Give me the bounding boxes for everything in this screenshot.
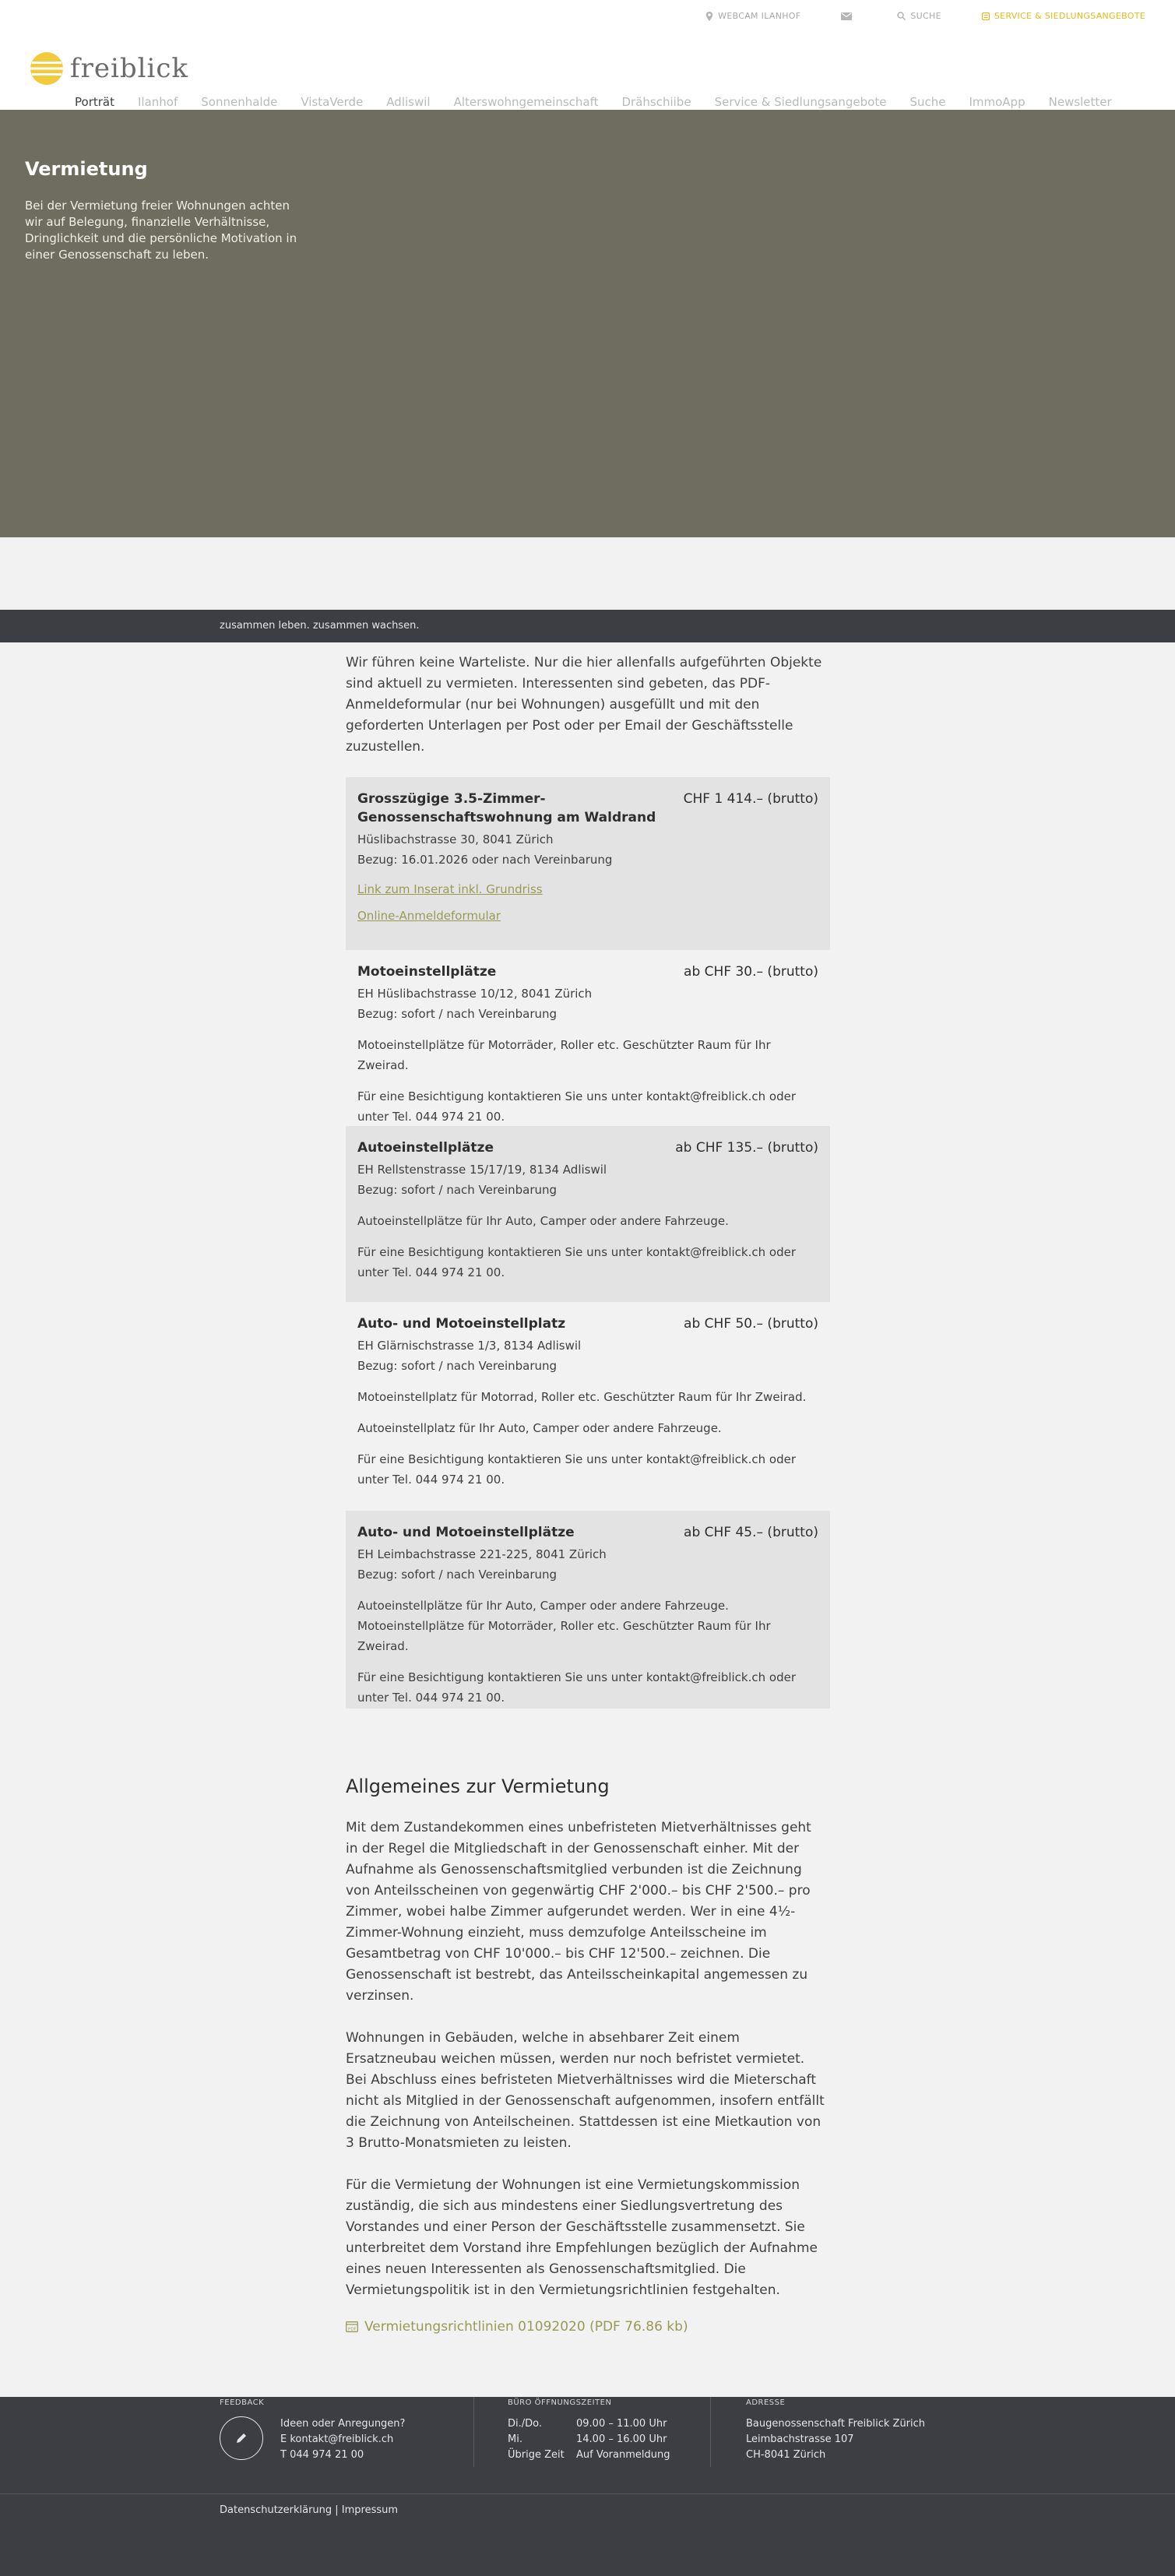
listing-description: Autoeinstellplätze für Ihr Auto, Camper oder andere Fahrzeuge.: [357, 1214, 729, 1228]
listing-bezug: Bezug: sofort / nach Vereinbarung: [357, 1359, 558, 1373]
pencil-icon: [234, 2431, 248, 2445]
listing-title: Auto- und Motoeinstellplätze: [357, 1525, 575, 1540]
logo-mark-icon: [30, 51, 64, 86]
webcam-link[interactable]: [705, 11, 800, 21]
footer-address: [746, 2397, 925, 2463]
listing-item: [346, 1126, 830, 1302]
page-title: Vermietung: [25, 158, 148, 180]
footer-address-heading: ADRESSE: [746, 2398, 786, 2407]
topbar: [665, 11, 1145, 21]
nav-item-alterswohngemeinschaft[interactable]: Alterswohngemeinschaft: [453, 95, 599, 109]
site-header: [0, 0, 1175, 110]
tagline-bar: [0, 610, 1175, 642]
feedback-button[interactable]: [220, 2416, 263, 2460]
webcam-label: WEBCAM ILANHOF: [718, 11, 801, 21]
footer-divider: [473, 2397, 474, 2467]
listing-bezug: Bezug: 16.01.2026 oder nach Vereinbarung: [357, 853, 613, 867]
listing-item: [346, 1511, 830, 1709]
logo-text: freiblick: [70, 53, 188, 84]
listing-contact: Für eine Besichtigung kontaktieren Sie uns unter kontakt@freiblick.ch oder unter Tel. 044 974 21 00.: [357, 1670, 796, 1705]
general-paragraph: Für die Vermietung der Wohnungen ist eine Vermietungskommission zuständig, die sich aus mindestens einer Siedlungsvertretung des Vorstandes und einer Person der Geschäftsstelle zusammensetzt. Sie unterbreitet dem Vorstand ihre Empfehlungen bezüglich der Aufnahme eines neuen Interessenten als Genossenschaftsmitglied. Die Vermietungspolitik ist in den Vermietungsrichtlinien festgehalten.: [346, 2177, 818, 2298]
tagline: zusammen leben. zusammen wachsen.: [220, 620, 420, 632]
footer-legal-links[interactable]: Datenschutzerklärung | Impressum: [220, 2504, 399, 2516]
listing-price: ab CHF 135.– (brutto): [675, 1140, 818, 1156]
hero-text: Bei der Vermietung freier Wohnungen achten wir auf Belegung, finanzielle Verhältnisse, Dringlichkeit und die persönliche Motivation in einer Genossenschaft zu leben.: [25, 199, 297, 262]
listing-price: ab CHF 45.– (brutto): [684, 1525, 818, 1540]
nav-item-adliswil[interactable]: Adliswil: [386, 95, 431, 109]
nav-item-sonnenhalde[interactable]: Sonnenhalde: [201, 95, 278, 109]
service-icon: [982, 12, 990, 20]
general-section: [346, 1775, 825, 2335]
pdf-download-link[interactable]: [346, 2319, 825, 2335]
nav-item-draehschiibe[interactable]: Drähschiibe: [621, 95, 691, 109]
listing-item: [346, 950, 830, 1126]
hours-row: Di./Do. 09.00 – 11.00 Uhr: [508, 2418, 667, 2430]
listing-description-2: Autoeinstellplatz für Ihr Auto, Camper oder andere Fahrzeuge.: [357, 1421, 722, 1435]
footer-divider: [710, 2397, 711, 2467]
listing-price: ab CHF 30.– (brutto): [684, 964, 818, 980]
listing-title: Grosszügige 3.5-Zimmer-Genossenschaftswohnung am Waldrand: [357, 791, 656, 825]
nav-item-newsletter[interactable]: Newsletter: [1048, 95, 1112, 109]
listing-address: Hüslibachstrasse 30, 8041 Zürich: [357, 832, 554, 846]
feedback-phone: T 044 974 21 00: [280, 2449, 364, 2461]
listing-title: Motoeinstellplätze: [357, 964, 497, 980]
site-footer: [0, 2397, 1175, 2576]
service-label: SERVICE & SIEDLUNGSANGEBOTE: [994, 11, 1145, 21]
listing-title: Autoeinstellplätze: [357, 1140, 494, 1156]
listing-bezug: Bezug: sofort / nach Vereinbarung: [357, 1183, 558, 1197]
listing-anmeldeformular-link[interactable]: Online-Anmeldeformular: [357, 909, 501, 923]
nav-item-service[interactable]: Service & Siedlungsangebote: [714, 95, 887, 109]
listing-description: Motoeinstellplatz für Motorrad, Roller etc. Geschützter Raum für Ihr Zweirad.: [357, 1390, 807, 1404]
listing-contact: Für eine Besichtigung kontaktieren Sie uns unter kontakt@freiblick.ch oder unter Tel. 044 974 21 00.: [357, 1452, 796, 1487]
listing-address: EH Glärnischstrasse 1/3, 8134 Adliswil: [357, 1339, 582, 1353]
hours-row: Mi. 14.00 – 16.00 Uhr: [508, 2433, 667, 2445]
hero: [0, 110, 1175, 537]
mail-link[interactable]: [841, 12, 857, 20]
mail-icon: [841, 12, 852, 20]
footer-hours: [508, 2397, 741, 2463]
nav-item-vistaverde[interactable]: VistaVerde: [301, 95, 364, 109]
general-paragraph: Wohnungen in Gebäuden, welche in absehbarer Zeit einem Ersatzneubau weichen müssen, werden nur noch befristet vermietet. Bei Abschluss eines befristeten Mietverhältnisses wird die Mieterschaft nicht als Mitglied in der Genossenschaft aufgenommen, insofern entfällt die Zeichnung von Anteilscheinen. Stattdessen ist eine Mietkaution von 3 Brutto-Monatsmieten zu leisten.: [346, 2030, 825, 2151]
listing-item: [346, 1302, 830, 1511]
listings: [346, 777, 830, 1709]
listing-contact: Für eine Besichtigung kontaktieren Sie uns unter kontakt@freiblick.ch oder unter Tel. 044 974 21 00.: [357, 1089, 796, 1124]
location-pin-icon: [705, 12, 713, 21]
search-icon: [897, 12, 906, 20]
footer-hours-heading: BÜRO ÖFFNUNGSZEITEN: [508, 2398, 612, 2407]
hours-row: Übrige Zeit Auf Voranmeldung: [508, 2449, 670, 2461]
listing-description: Autoeinstellplätze für Ihr Auto, Camper oder andere Fahrzeuge.: [357, 1599, 729, 1613]
listing-description-2: Motoeinstellplätze für Motorräder, Roller etc. Geschützter Raum für Ihr Zweirad.: [357, 1619, 771, 1653]
search-link[interactable]: [897, 11, 941, 21]
listing-bezug: Bezug: sofort / nach Vereinbarung: [357, 1007, 558, 1021]
intro-text: Wir führen keine Warteliste. Nur die hier allenfalls aufgeführten Objekte sind aktuell zu vermieten. Interessenten sind gebeten, das PDF-Anmeldeformular (nur bei Wohnungen) ausgefüllt und mit den geforderten Unterlagen per Post oder per Email der Geschäftsstelle zuzustellen.: [346, 655, 822, 755]
listing-address: EH Rellstenstrasse 15/17/19, 8134 Adliswil: [357, 1163, 607, 1177]
listing-price: ab CHF 50.– (brutto): [684, 1316, 818, 1332]
service-link[interactable]: [982, 11, 1145, 21]
general-title: Allgemeines zur Vermietung: [346, 1775, 610, 1797]
listing-item: [346, 777, 830, 950]
pdf-label: Vermietungsrichtlinien 01092020 (PDF 76.86 kb): [364, 2319, 688, 2335]
svg-text:PDF: PDF: [348, 2327, 357, 2332]
feedback-email-link[interactable]: E kontakt@freiblick.ch: [280, 2433, 394, 2445]
listing-address: EH Leimbachstrasse 221-225, 8041 Zürich: [357, 1547, 607, 1561]
footer-feedback: [220, 2397, 405, 2463]
listing-inserat-link[interactable]: Link zum Inserat inkl. Grundriss: [357, 882, 543, 896]
footer-feedback-heading: FEEDBACK: [220, 2398, 265, 2407]
listing-title: Auto- und Motoeinstellplatz: [357, 1316, 566, 1332]
listing-description: Motoeinstellplätze für Motorräder, Roller etc. Geschützter Raum für Ihr Zweirad.: [357, 1038, 771, 1072]
nav-item-portraet[interactable]: Porträt: [75, 95, 114, 109]
address-line: Baugenossenschaft Freiblick Zürich: [746, 2418, 926, 2430]
feedback-line: Ideen oder Anregungen?: [280, 2418, 406, 2430]
listing-address: EH Hüslibachstrasse 10/12, 8041 Zürich: [357, 987, 593, 1001]
footer-rule: [0, 2493, 1175, 2494]
nav-item-suche[interactable]: Suche: [909, 95, 946, 109]
nav-item-immoapp[interactable]: ImmoApp: [969, 95, 1025, 109]
address-line: Leimbachstrasse 107: [746, 2433, 854, 2445]
listing-contact: Für eine Besichtigung kontaktieren Sie uns unter kontakt@freiblick.ch oder unter Tel. 044 974 21 00.: [357, 1245, 796, 1279]
listing-bezug: Bezug: sofort / nach Vereinbarung: [357, 1568, 558, 1582]
listing-price: CHF 1 414.– (brutto): [683, 791, 818, 807]
search-label: SUCHE: [910, 11, 941, 21]
pdf-file-icon: [346, 2321, 358, 2332]
nav-item-ilanhof[interactable]: Ilanhof: [137, 95, 178, 109]
general-paragraph: Mit dem Zustandekommen eines unbefristeten Mietverhältnisses geht in der Regel die Mitgliedschaft in der Genossenschaft einher. Mit der Aufnahme als Genossenschaftsmitglied verbunden ist die Zeichnung von Anteilsscheinen von gegenwärtig CHF 2'000.– bis CHF 2'500.– pro Zimmer, wobei halbe Zimmer aufgerundet werden. Wer in eine 4½-Zimmer-Wohnung einzieht, muss demzufolge Anteilsscheine im Gesamtbetrag von CHF 10'000.– bis CHF 12'500.– zeichnen. Die Genossenschaft ist bestrebt, das Anteilsscheinkapital angemessen zu verzinsen.: [346, 1820, 811, 2004]
main-nav: [75, 95, 1135, 109]
site-logo[interactable]: [30, 51, 188, 86]
address-line: CH-8041 Zürich: [746, 2449, 826, 2461]
